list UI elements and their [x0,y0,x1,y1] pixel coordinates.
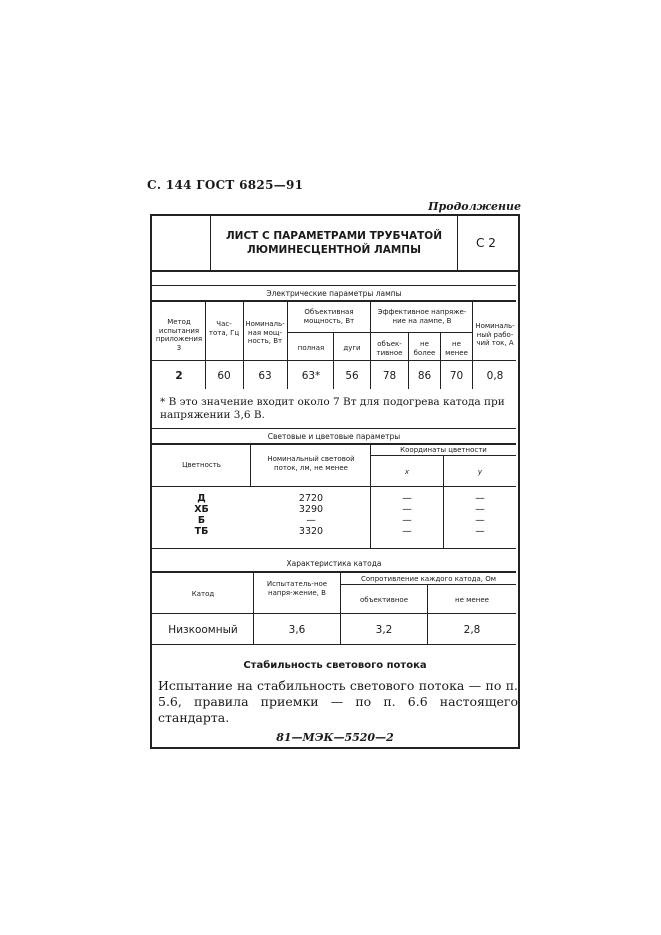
col-objective-power: Объективная мощность, Вт [303,308,355,325]
vline [370,301,371,389]
cell-arc-power: 56 [345,370,359,382]
col-y: y [477,468,483,476]
vline [408,333,409,389]
light-cell-flux: 2720 [298,493,324,504]
col-current: Номиналь-ный рабо-чий ток, А [475,322,515,347]
rule [152,443,516,445]
rule [152,486,516,487]
rule [152,644,516,645]
cell-min-voltage: 70 [449,370,464,382]
col-arc: дуги [343,344,361,352]
vline [253,572,254,644]
light-section-title: Световые и цветовые параметры [267,432,401,441]
light-cell-flux: 3320 [298,526,324,537]
sheet-footer: 81—МЭК—5520—2 [276,731,394,744]
title-box [210,216,458,270]
vline [472,301,473,389]
col-flux: Номинальный световой поток, лм, не менее [267,455,355,472]
vline [205,301,206,389]
cell-objective-voltage: 78 [382,370,397,382]
col-min: не менее [445,340,468,357]
col-cathode: Катод [191,590,215,598]
cathode-section-title: Характеристика катода [286,559,382,568]
cell-method: 2 [175,370,183,382]
vline [287,301,288,389]
light-cell-flux: 3290 [298,504,324,515]
light-cell-y: — [475,526,485,537]
col-min: не менее [455,596,489,604]
light-cell-color: Д [197,493,206,504]
cell-min-resistance: 2,8 [463,624,481,636]
rule [152,613,516,614]
rule [152,300,516,302]
rule [152,548,516,549]
col-resistance: Сопротивление каждого катода, Ом [360,575,497,583]
rule [152,360,516,361]
col-objective: объективное [360,596,408,604]
vline [443,456,444,548]
light-cell-flux: — [306,515,316,526]
stability-text: Испытание на стабильность светового потока — по п. 5.6, правила приемки — по п. 6.6 настоящего стандарта. [158,678,518,725]
col-test-voltage: Испытатель-ное напря-жение, В [266,580,328,597]
col-coords: Координаты цветности [400,446,487,454]
vline [243,301,244,389]
rule [152,285,516,286]
sheet-title-line1: ЛИСТ С ПАРАМЕТРАМИ ТРУБЧАТОЙ [225,230,443,242]
col-nominal-power: Номиналь-ная мощ-ность, Вт [245,320,285,345]
footnote: * В это значение входит около 7 Вт для подогрева катода при напряжении 3,6 В. [160,396,505,421]
cell-max-voltage: 86 [417,370,432,382]
light-cell-x: — [402,493,412,504]
col-x: x [404,468,410,476]
page-header: С. 144 ГОСТ 6825—91 [147,178,304,192]
continuation-label: Продолжение [428,200,521,213]
sheet-title-line2: ЛЮМИНЕСЦЕНТНОЙ ЛАМПЫ [247,244,421,256]
rule [152,571,516,573]
col-frequency: Час-тота, Гц [208,320,240,337]
vline [333,333,334,389]
col-max: не более [413,340,436,357]
stability-heading: Стабильность светового потока [243,660,427,671]
cell-frequency: 60 [217,370,231,382]
rule [288,332,472,333]
cell-current: 0,8 [486,370,504,382]
vline [440,333,441,389]
sheet-code: С 2 [476,236,496,250]
col-color: Цветность [182,461,221,469]
col-method: Метод испытания приложения 3 [155,318,203,352]
cell-test-voltage: 3,6 [288,624,306,636]
col-full: полная [297,344,325,352]
col-eff-voltage: Эффективное напряже-ние на лампе, В [377,308,467,325]
light-cell-y: — [475,493,485,504]
electrical-section-title: Электрические параметры лампы [266,289,402,298]
vline [250,444,251,486]
bottom-rule [150,747,520,749]
light-cell-y: — [475,515,485,526]
light-cell-y: — [475,504,485,515]
vline [340,572,341,644]
title-divider [150,270,520,272]
col-objective: объек-тивное [376,340,403,357]
cell-nominal-power: 63 [258,370,272,382]
cell-cathode-type: Низкоомный [168,624,238,636]
light-cell-x: — [402,515,412,526]
vline [370,444,371,548]
rule [152,428,516,429]
light-cell-color: Б [197,515,206,526]
light-cell-x: — [402,504,412,515]
light-cell-color: ТБ [194,526,209,537]
cell-full-power: 63* [301,370,321,382]
rule [371,455,516,456]
light-cell-color: ХБ [194,504,209,515]
light-cell-x: — [402,526,412,537]
vline [427,584,428,644]
rule [341,584,516,585]
cell-objective-resistance: 3,2 [375,624,393,636]
